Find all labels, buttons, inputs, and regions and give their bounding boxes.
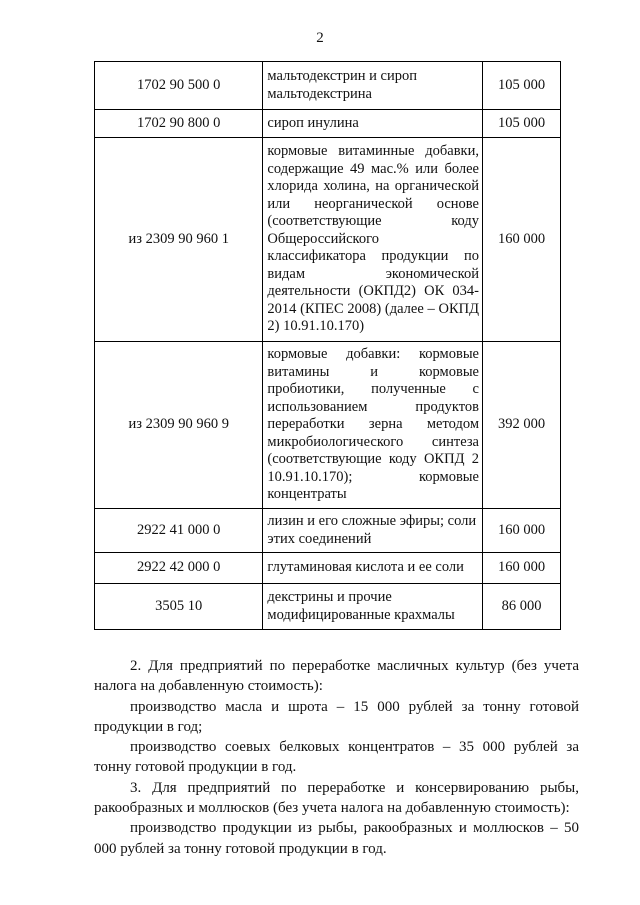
table-row (95, 62, 561, 110)
page-number: 2 (316, 30, 324, 46)
body-text (94, 656, 579, 859)
code-cell: 2922 42 000 0 (95, 553, 263, 584)
paragraph-fish-products: производство продукции из рыбы, ракообразных и моллюсков – 50 000 рублей за тонну готовой продукции в год. (94, 820, 579, 857)
code-cell: 1702 90 800 0 (95, 110, 263, 138)
amount-cell: 86 000 (483, 584, 561, 630)
amount-cell: 392 000 (483, 342, 561, 509)
amount-cell: 105 000 (483, 62, 561, 110)
description-cell: кормовые витаминные добавки, содержащие 49 мас.% или более хлорида холина, на органической или неорганической основе (соответствующие коду Общероссийского классификатора продукции по видам экономической деятельности (ОКПД2) ОК 034-2014 (КПЕС 2008) (далее – ОКПД 2) 10.91.10.170) (263, 138, 483, 342)
table-row (95, 509, 561, 553)
description-cell: кормовые добавки: кормовые витамины и кормовые пробиотики, полученные с использованием продуктов переработки зерна методом микробиологического синтеза (соответствующие коду ОКПД 2 10.91.10.170); кормовые концентраты (263, 342, 483, 509)
table-row (95, 138, 561, 342)
description-cell: декстрины и прочие модифицированные крахмалы (263, 584, 483, 630)
code-cell: из 2309 90 960 1 (95, 138, 263, 342)
paragraph-fish-heading: 3. Для предприятий по переработке и консервированию рыбы, ракообразных и моллюсков (без учета налога на добавленную стоимость): (94, 779, 579, 817)
table-row (95, 342, 561, 509)
description-cell: сироп инулина (263, 110, 483, 138)
code-cell: 3505 10 (95, 584, 263, 630)
table-row (95, 110, 561, 138)
description-cell: лизин и его сложные эфиры; соли этих соединений (263, 509, 483, 553)
table-row (95, 553, 561, 584)
paragraph-oil-meal: производство масла и шрота – 15 000 рублей за тонну готовой продукции в год; (94, 698, 579, 735)
table-row (95, 584, 561, 630)
description-cell: мальтодекстрин и сироп мальтодекстрина (263, 62, 483, 110)
code-cell: 1702 90 500 0 (95, 62, 263, 110)
amount-cell: 160 000 (483, 509, 561, 553)
code-cell: 2922 41 000 0 (95, 509, 263, 553)
amount-cell: 160 000 (483, 138, 561, 342)
paragraph-soy-concentrates: производство соевых белковых концентратов – 35 000 рублей за тонну готовой продукции в год. (94, 739, 579, 776)
amount-cell: 160 000 (483, 553, 561, 584)
paragraph-oilseed-heading: 2. Для предприятий по переработке масличных культур (без учета налога на добавленную стоимость): (94, 658, 579, 695)
code-cell: из 2309 90 960 9 (95, 342, 263, 509)
codes-table (94, 61, 561, 630)
description-cell: глутаминовая кислота и ее соли (263, 553, 483, 584)
amount-cell: 105 000 (483, 110, 561, 138)
